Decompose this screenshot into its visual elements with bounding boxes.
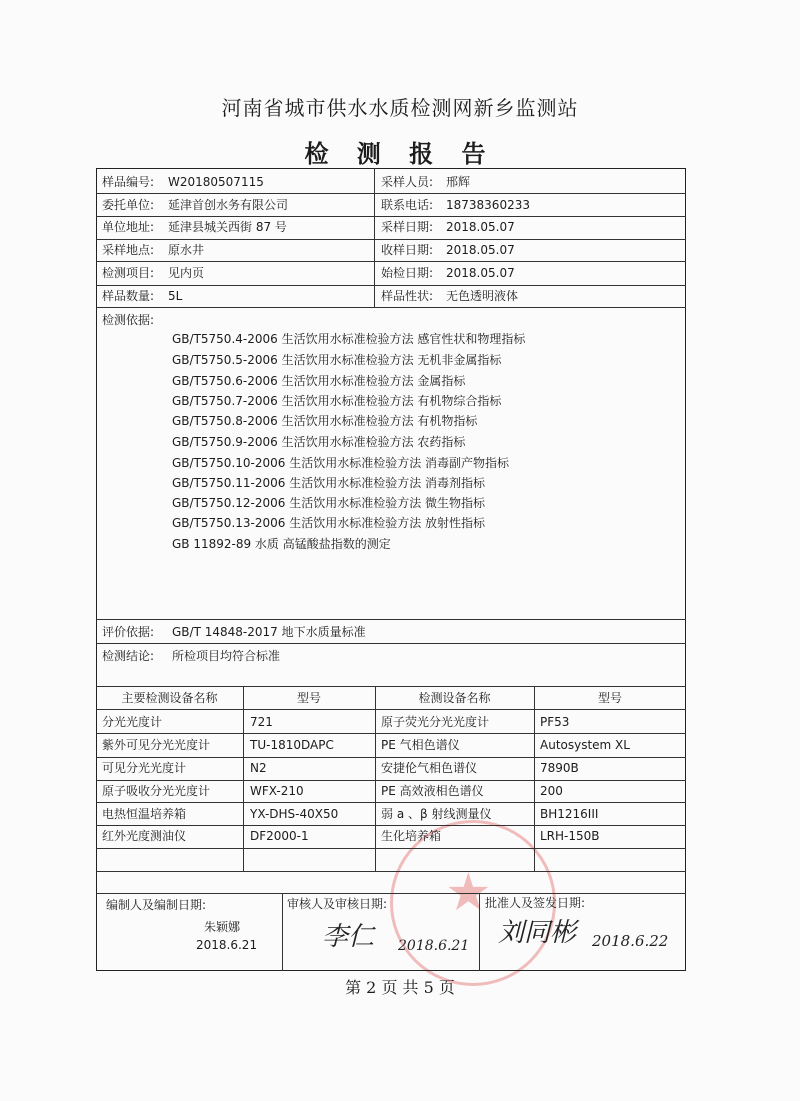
basis-item: GB/T5750.11-2006 生活饮用水标准检验方法 消毒剂指标 bbox=[172, 476, 486, 490]
column-divider bbox=[243, 686, 244, 871]
equip-cell: 原子荧光分光光度计 bbox=[381, 715, 490, 729]
basis-item: GB/T5750.5-2006 生活饮用水标准检验方法 无机非金属指标 bbox=[172, 353, 502, 367]
equip-header-model-2: 型号 bbox=[597, 691, 622, 705]
column-divider bbox=[534, 686, 535, 871]
reviewer-label: 审核人及审核日期: bbox=[287, 897, 388, 911]
row-divider bbox=[96, 825, 686, 826]
equip-header-name: 主要检测设备名称 bbox=[121, 691, 218, 705]
row-divider bbox=[96, 757, 686, 758]
equip-cell: 生化培养箱 bbox=[381, 829, 442, 843]
reviewer-signature: 李仁 bbox=[322, 922, 375, 952]
equip-cell: WFX-210 bbox=[250, 784, 304, 798]
row-divider bbox=[96, 686, 686, 687]
equip-cell: N2 bbox=[250, 761, 267, 775]
phone-label: 联系电话: bbox=[381, 198, 434, 212]
row-divider bbox=[96, 307, 686, 308]
column-divider bbox=[479, 893, 480, 971]
equip-header-name-2: 检测设备名称 bbox=[418, 691, 491, 705]
row-divider bbox=[96, 871, 686, 872]
basis-item: GB 11892-89 水质 高锰酸盐指数的测定 bbox=[172, 537, 391, 551]
basis-item: GB/T5750.7-2006 生活饮用水标准检验方法 有机物综合指标 bbox=[172, 394, 502, 408]
receive-date-value: 2018.05.07 bbox=[446, 243, 515, 257]
compiler-name: 朱颖娜 bbox=[204, 920, 241, 934]
receive-date-label: 收样日期: bbox=[381, 243, 434, 257]
equip-cell: 可见分光光度计 bbox=[102, 761, 187, 775]
equip-cell: LRH-150B bbox=[540, 829, 600, 843]
start-date-value: 2018.05.07 bbox=[446, 266, 515, 280]
basis-item: GB/T5750.6-2006 生活饮用水标准检验方法 金属指标 bbox=[172, 374, 466, 388]
evaluation-value: GB/T 14848-2017 地下水质量标准 bbox=[172, 625, 366, 639]
row-divider bbox=[96, 643, 686, 644]
row-divider bbox=[96, 709, 686, 710]
equip-cell: PE 气相色谱仪 bbox=[381, 738, 460, 752]
column-divider bbox=[374, 168, 375, 307]
reviewer-date: 2018.6.21 bbox=[398, 938, 470, 954]
equip-cell: BH1216III bbox=[540, 807, 599, 821]
row-divider bbox=[96, 239, 686, 240]
conclusion-label: 检测结论: bbox=[102, 649, 155, 663]
row-divider bbox=[96, 193, 686, 194]
sample-date-label: 采样日期: bbox=[381, 220, 434, 234]
address-value: 延津县城关西街 87 号 bbox=[168, 220, 287, 234]
approver-signature: 刘同彬 bbox=[498, 918, 577, 948]
sampler-value: 邢辉 bbox=[446, 175, 471, 189]
org-title: 河南省城市供水水质检测网新乡监测站 bbox=[221, 96, 579, 120]
approver-label: 批准人及签发日期: bbox=[485, 896, 586, 910]
start-date-label: 始检日期: bbox=[381, 266, 434, 280]
row-divider bbox=[96, 802, 686, 803]
equip-header-model: 型号 bbox=[296, 691, 321, 705]
sampler-label: 采样人员: bbox=[381, 175, 434, 189]
seal-star-icon: ★ bbox=[445, 863, 492, 923]
basis-item: GB/T5750.4-2006 生活饮用水标准检验方法 感官性状和物理指标 bbox=[172, 332, 526, 346]
row-divider bbox=[96, 216, 686, 217]
equip-cell: 分光光度计 bbox=[102, 715, 163, 729]
items-value: 见内页 bbox=[168, 266, 205, 280]
client-value: 延津首创水务有限公司 bbox=[168, 198, 289, 212]
address-label: 单位地址: bbox=[102, 220, 155, 234]
equip-cell: Autosystem XL bbox=[540, 738, 630, 752]
row-divider bbox=[96, 848, 686, 849]
equip-cell: PE 高效液相色谱仪 bbox=[381, 784, 484, 798]
row-divider bbox=[96, 285, 686, 286]
evaluation-label: 评价依据: bbox=[102, 625, 155, 639]
equip-cell: 弱 a 、β 射线测量仪 bbox=[381, 807, 492, 821]
row-divider bbox=[96, 261, 686, 262]
basis-item: GB/T5750.10-2006 生活饮用水标准检验方法 消毒副产物指标 bbox=[172, 456, 510, 470]
client-label: 委托单位: bbox=[102, 198, 155, 212]
row-divider bbox=[96, 619, 686, 620]
phone-value: 18738360233 bbox=[446, 198, 530, 212]
site-value: 原水井 bbox=[168, 243, 205, 257]
approver-date: 2018.6.22 bbox=[592, 932, 669, 950]
equip-cell: PF53 bbox=[540, 715, 570, 729]
basis-item: GB/T5750.8-2006 生活饮用水标准检验方法 有机物指标 bbox=[172, 414, 478, 428]
equip-cell: 原子吸收分光光度计 bbox=[102, 784, 211, 798]
column-divider bbox=[282, 893, 283, 971]
page-number: 第 2 页 共 5 页 bbox=[345, 978, 455, 997]
equip-cell: TU-1810DAPC bbox=[250, 738, 334, 752]
equip-cell: 紫外可见分光光度计 bbox=[102, 738, 211, 752]
equip-cell: 721 bbox=[250, 715, 273, 729]
character-label: 样品性状: bbox=[381, 289, 434, 303]
row-divider bbox=[96, 780, 686, 781]
basis-label: 检测依据: bbox=[102, 313, 155, 327]
equip-cell: 红外光度测油仪 bbox=[102, 829, 187, 843]
sample-no-label: 样品编号: bbox=[102, 175, 155, 189]
conclusion-value: 所检项目均符合标准 bbox=[172, 649, 281, 663]
items-label: 检测项目: bbox=[102, 266, 155, 280]
sample-date-value: 2018.05.07 bbox=[446, 220, 515, 234]
basis-item: GB/T5750.13-2006 生活饮用水标准检验方法 放射性指标 bbox=[172, 516, 486, 530]
report-title: 检 测 报 告 bbox=[304, 139, 496, 168]
compiler-label: 编制人及编制日期: bbox=[106, 898, 207, 912]
equip-cell: 安捷伦气相色谱仪 bbox=[381, 761, 478, 775]
character-value: 无色透明液体 bbox=[446, 289, 519, 303]
equip-cell: YX-DHS-40X50 bbox=[250, 807, 339, 821]
equip-cell: 7890B bbox=[540, 761, 579, 775]
quantity-label: 样品数量: bbox=[102, 289, 155, 303]
quantity-value: 5L bbox=[168, 289, 183, 303]
compiler-date: 2018.6.21 bbox=[196, 938, 258, 952]
row-divider bbox=[96, 893, 686, 894]
column-divider bbox=[375, 686, 376, 871]
row-divider bbox=[96, 733, 686, 734]
basis-item: GB/T5750.9-2006 生活饮用水标准检验方法 农药指标 bbox=[172, 435, 466, 449]
sample-no-value: W20180507115 bbox=[168, 175, 264, 189]
site-label: 采样地点: bbox=[102, 243, 155, 257]
equip-cell: DF2000-1 bbox=[250, 829, 309, 843]
equip-cell: 200 bbox=[540, 784, 563, 798]
equip-cell: 电热恒温培养箱 bbox=[102, 807, 187, 821]
basis-item: GB/T5750.12-2006 生活饮用水标准检验方法 微生物指标 bbox=[172, 496, 486, 510]
